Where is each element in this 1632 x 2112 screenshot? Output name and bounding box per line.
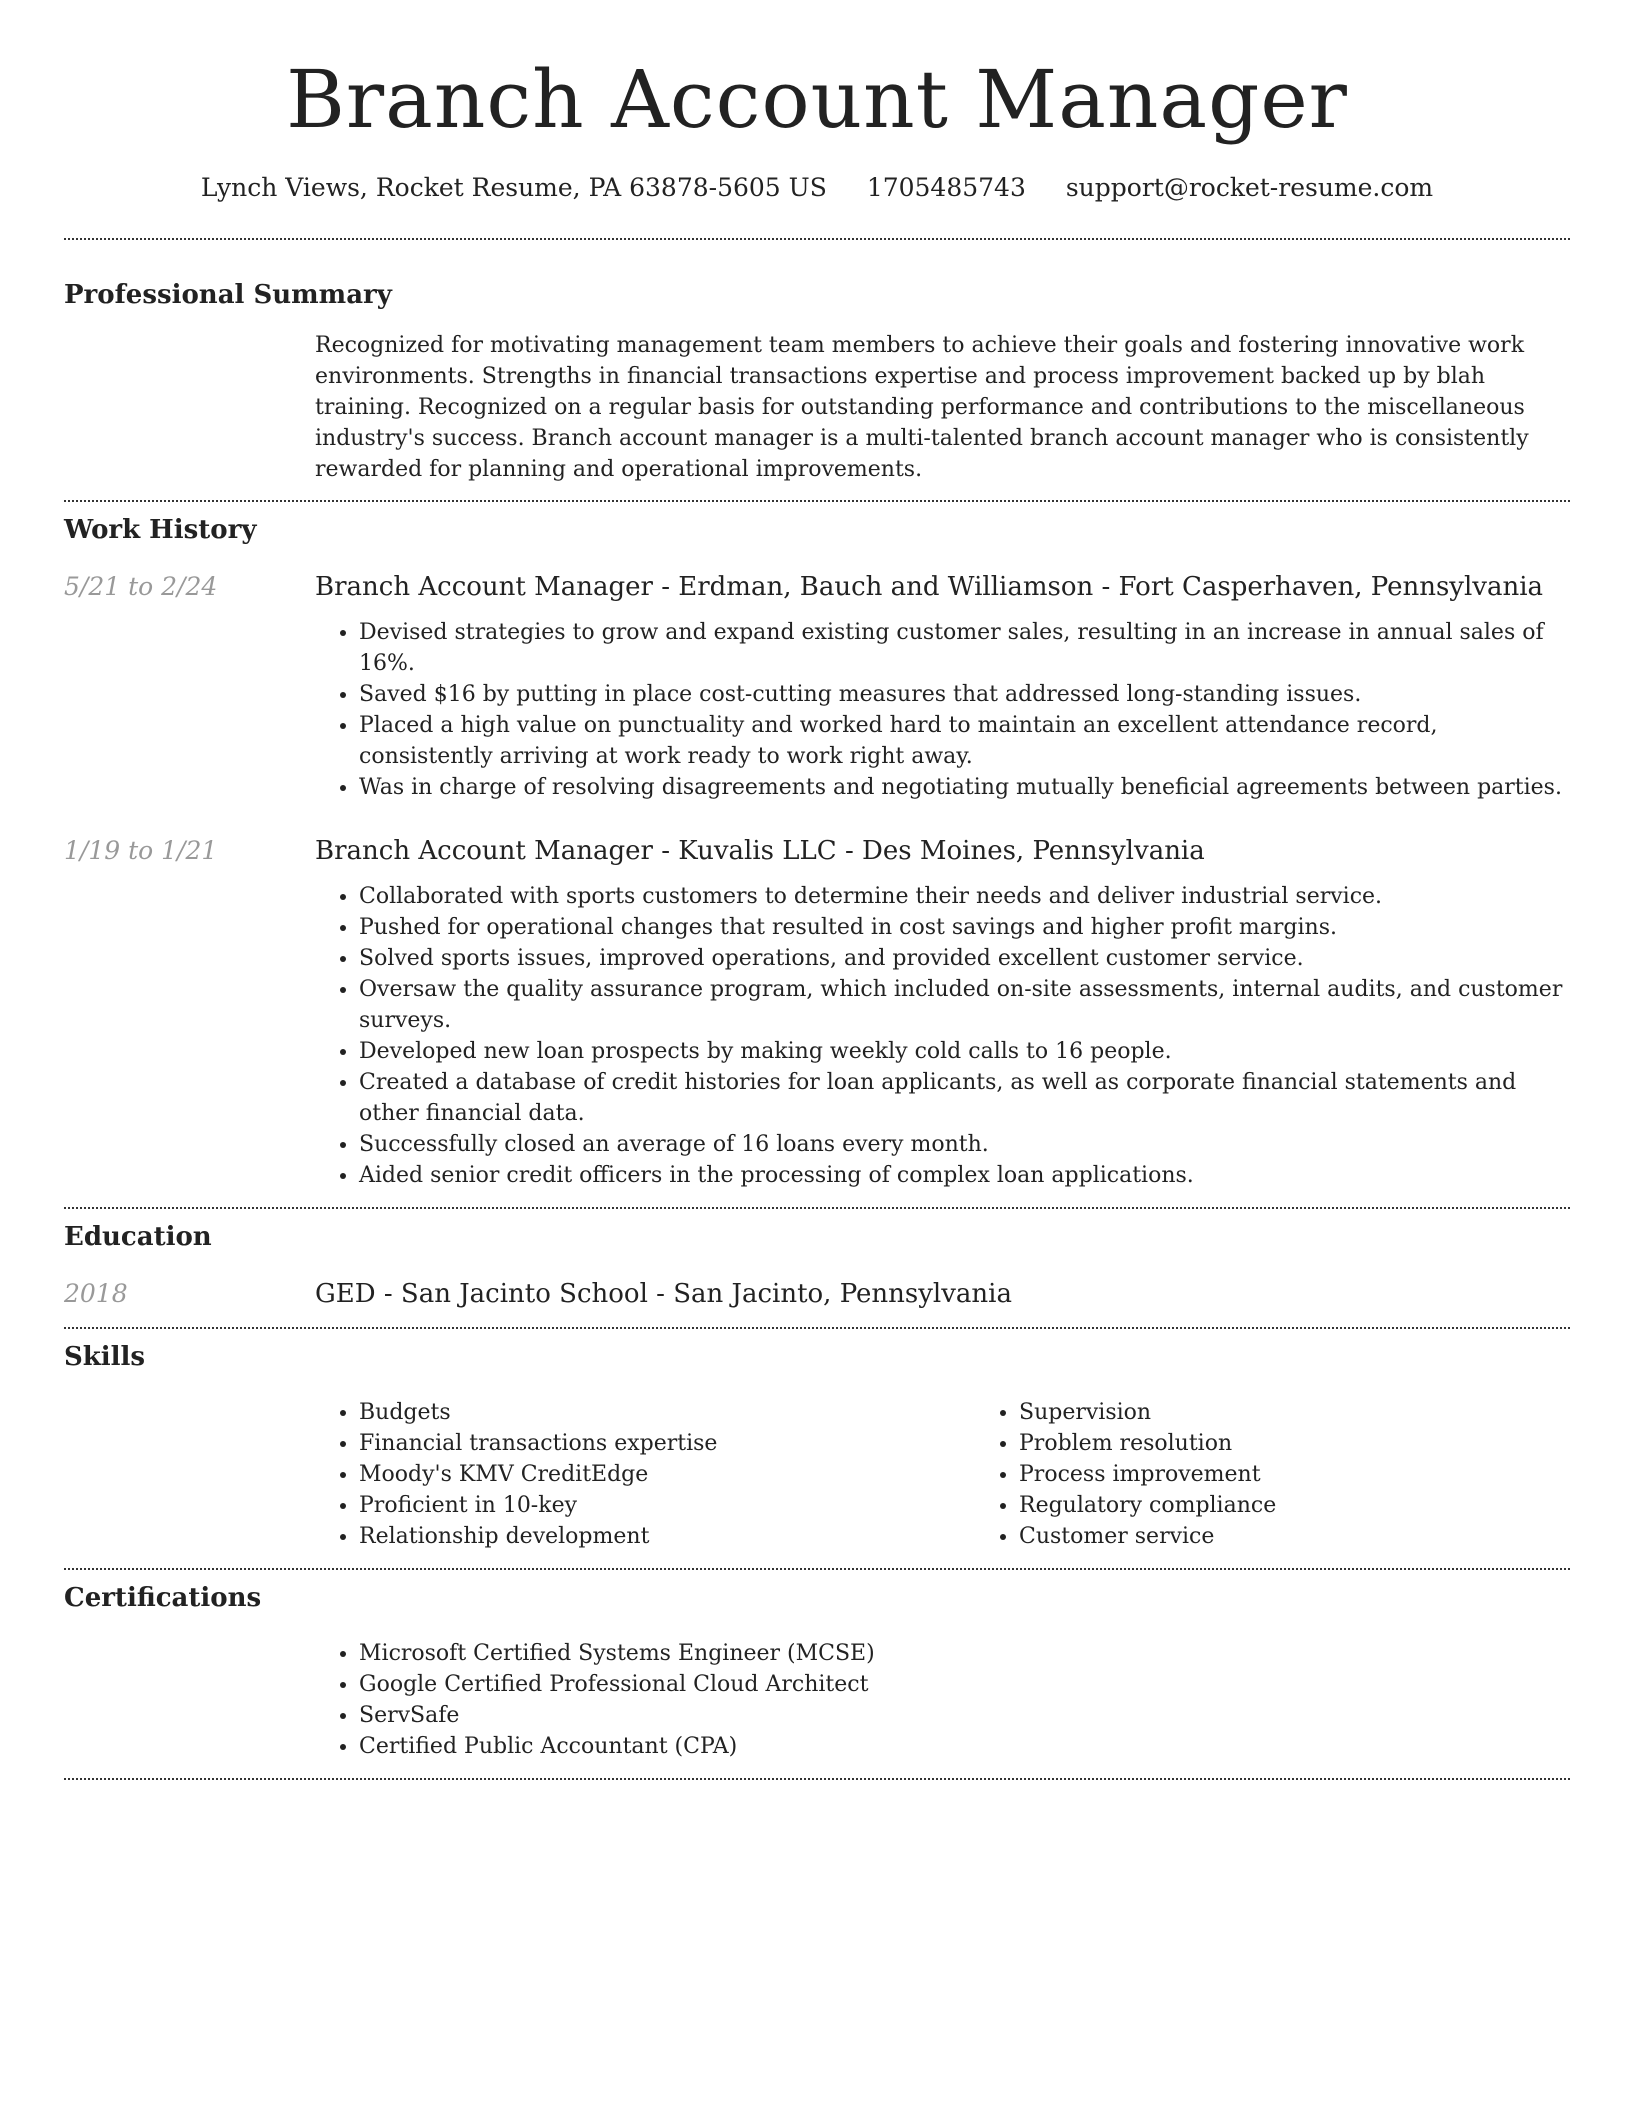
- job-bullet: • Successfully closed an average of 16 loans every month.: [359, 1129, 1570, 1160]
- job-bullet: • Created a database of credit histories for loan applicants, as well as corporate financial statements and other financial data.: [359, 1067, 1570, 1129]
- divider-footer: [64, 1778, 1570, 1780]
- section-title-work: Work History: [64, 515, 257, 545]
- skill-item: • Financial transactions expertise: [359, 1428, 975, 1459]
- certification-item: • Microsoft Certified Systems Engineer (MCSE): [359, 1638, 1570, 1669]
- resume-page: [64, 0, 1570, 1780]
- skill-item: • Proficient in 10-key: [359, 1490, 975, 1521]
- job-bullets: [315, 617, 1570, 803]
- skill-item: • Problem resolution: [1019, 1428, 1632, 1459]
- skills-grid: [315, 1397, 1632, 1552]
- job-bullets: [315, 881, 1570, 1191]
- job-bullet: • Placed a high value on punctuality and worked hard to maintain an excellent attendance record, consistently arriving at work ready to work right away.: [359, 710, 1570, 772]
- contact-line: [64, 170, 1570, 206]
- job-title: Branch Account Manager - Kuvalis LLC - Des Moines, Pennsylvania: [315, 836, 1205, 866]
- contact-phone: 1705485743: [866, 173, 1026, 202]
- certification-item: • Certified Public Accountant (CPA): [359, 1731, 1570, 1762]
- job-bullet: • Oversaw the quality assurance program, which included on-site assessments, internal audits, and customer surveys.: [359, 974, 1570, 1036]
- skill-item: • Process improvement: [1019, 1459, 1632, 1490]
- divider-work: [64, 1207, 1570, 1209]
- job-bullet: • Devised strategies to grow and expand existing customer sales, resulting in an increase in annual sales of 16%.: [359, 617, 1570, 679]
- divider-education: [64, 1327, 1570, 1329]
- section-title-education: Education: [64, 1222, 212, 1252]
- contact-email: support@rocket-resume.com: [1065, 173, 1434, 202]
- skills-list-left: [315, 1397, 975, 1552]
- job-dates: 5/21 to 2/24: [64, 572, 218, 601]
- education-entry: [64, 1277, 1570, 1311]
- certification-item: • ServSafe: [359, 1700, 1570, 1731]
- skill-item: • Regulatory compliance: [1019, 1490, 1632, 1521]
- skill-item: • Moody's KMV CreditEdge: [359, 1459, 975, 1490]
- job-entry: [64, 570, 1570, 803]
- job-bullet: • Solved sports issues, improved operations, and provided excellent customer service.: [359, 943, 1570, 974]
- divider-header: [64, 238, 1570, 240]
- skill-item: • Budgets: [359, 1397, 975, 1428]
- job-bullet: • Collaborated with sports customers to determine their needs and deliver industrial service.: [359, 881, 1570, 912]
- job-dates: 1/19 to 1/21: [64, 836, 218, 865]
- job-title: Branch Account Manager - Erdman, Bauch and Williamson - Fort Casperhaven, Pennsylvania: [315, 572, 1544, 602]
- skill-item: • Relationship development: [359, 1521, 975, 1552]
- education-year: 2018: [64, 1279, 128, 1308]
- certification-item: • Google Certified Professional Cloud Architect: [359, 1669, 1570, 1700]
- resume-name: Branch Account Manager: [286, 53, 1348, 146]
- certifications-list: [315, 1638, 1570, 1762]
- job-bullet: • Developed new loan prospects by making weekly cold calls to 16 people.: [359, 1036, 1570, 1067]
- divider-skills: [64, 1568, 1570, 1570]
- summary-text: Recognized for motivating management team members to achieve their goals and fostering innovative work environments. Strengths in financial transactions expertise and process improvement backed up by blah training. Recognized on a regular basis for outstanding performance and contributions to the miscellaneous industry's success. Branch account manager is a multi-talented branch account manager who is consistently rewarded for planning and operational improvements.: [315, 333, 1529, 482]
- divider-summary: [64, 500, 1570, 502]
- section-title-summary: Professional Summary: [64, 280, 392, 310]
- section-title-certifications: Certifications: [64, 1583, 262, 1613]
- skill-item: • Customer service: [1019, 1521, 1632, 1552]
- job-bullet: • Saved $16 by putting in place cost-cutting measures that addressed long-standing issues.: [359, 679, 1570, 710]
- contact-address: Lynch Views, Rocket Resume, PA 63878-5605 US: [200, 173, 827, 202]
- skill-item: • Supervision: [1019, 1397, 1632, 1428]
- skills-list-right: [975, 1397, 1632, 1552]
- education-title: GED - San Jacinto School - San Jacinto, Pennsylvania: [315, 1279, 1012, 1309]
- job-bullet: • Aided senior credit officers in the processing of complex loan applications.: [359, 1160, 1570, 1191]
- section-title-skills: Skills: [64, 1342, 146, 1372]
- job-entry: [64, 834, 1570, 1191]
- job-bullet: • Pushed for operational changes that resulted in cost savings and higher profit margins.: [359, 912, 1570, 943]
- job-bullet: • Was in charge of resolving disagreements and negotiating mutually beneficial agreements between parties.: [359, 772, 1570, 803]
